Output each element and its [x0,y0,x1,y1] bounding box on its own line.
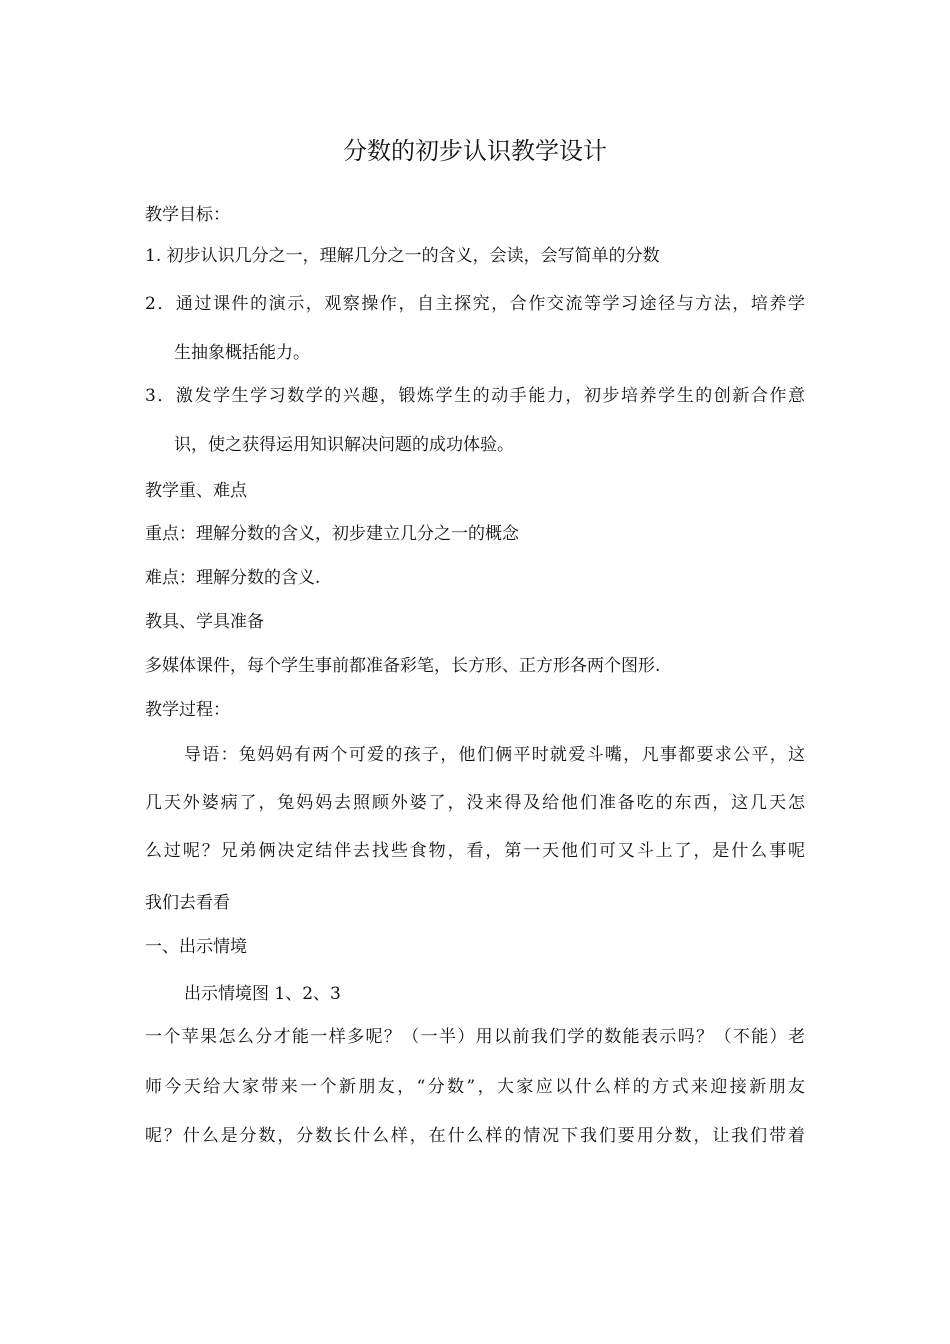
intro-paragraph-line-1: 导语：兔妈妈有两个可爱的孩子，他们俩平时就爱斗嘴，凡事都要求公平，这 [184,745,805,765]
document-title: 分数的初步认识教学设计 [343,137,607,165]
body-paragraph-line-3: 呢？什么是分数，分数长什么样，在什么样的情况下我们要用分数，让我们带着 [145,1126,805,1146]
body-paragraph-line-2: 师今天给大家带来一个新朋友，“分数”，大家应以什么样的方式来迎接新朋友 [145,1077,805,1097]
section-heading-key-points: 教学重、难点 [145,481,247,501]
section-heading-process: 教学过程： [145,700,230,720]
materials-line: 多媒体课件，每个学生事前都准备彩笔，长方形、正方形各两个图形. [145,656,661,676]
objective-item-2: 2．通过课件的演示，观察操作，自主探究，合作交流等学习途径与方法，培养学 [145,294,805,314]
section-heading-objectives: 教学目标： [145,205,230,225]
body-paragraph-line-1: 一个苹果怎么分才能一样多呢？（一半）用以前我们学的数能表示吗？（不能）老 [145,1027,805,1047]
section-heading-materials: 教具、学具准备 [145,612,264,632]
objective-item-2-continued: 生抽象概括能力。 [174,343,310,363]
intro-paragraph-line-3: 么过呢？兄弟俩决定结伴去找些食物，看，第一天他们可又斗上了，是什么事呢 [145,841,805,861]
objective-item-3: 3．激发学生学习数学的兴趣，锻炼学生的动手能力，初步培养学生的创新合作意 [145,386,805,406]
intro-paragraph-line-4: 我们去看看 [145,893,230,913]
intro-paragraph-line-2: 几天外婆病了，兔妈妈去照顾外婆了，没来得及给他们准备吃的东西，这几天怎 [145,793,805,813]
difficult-point-line: 难点：理解分数的含义. [145,568,321,588]
objective-item-1: 1. 初步认识几分之一，理解几分之一的含义，会读，会写简单的分数 [145,246,660,266]
section-heading-situation: 一、出示情境 [145,937,247,957]
situation-images-line: 出示情境图 1、2、3 [184,984,341,1004]
key-point-line: 重点：理解分数的含义，初步建立几分之一的概念 [145,524,519,544]
objective-item-3-continued: 识，使之获得运用知识解决问题的成功体验。 [174,435,514,455]
